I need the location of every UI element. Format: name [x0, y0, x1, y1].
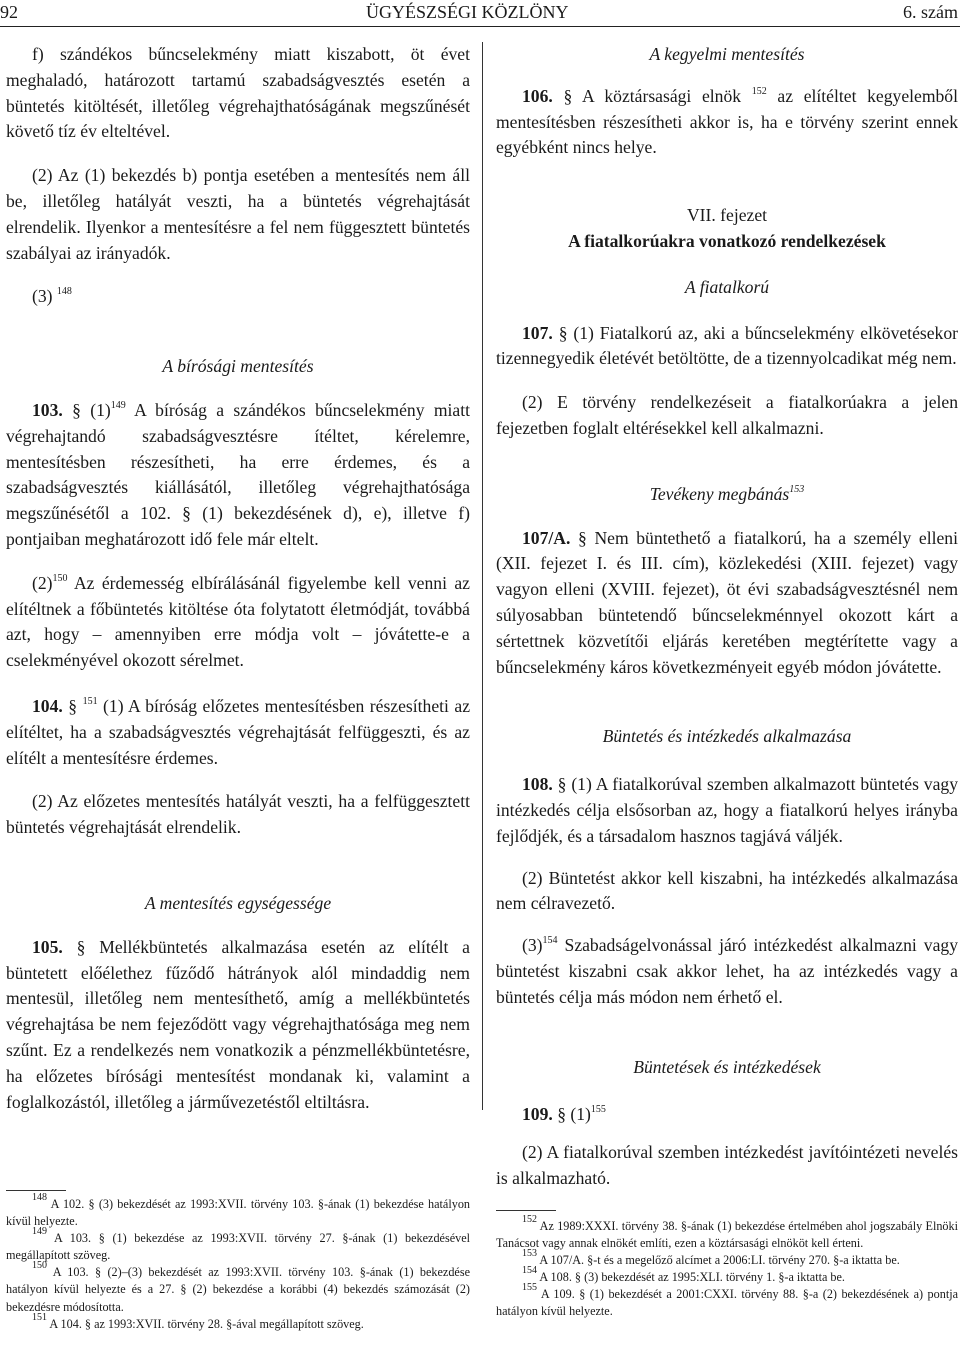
paragraph [6, 284, 470, 310]
footnote-text: A 104. § az 1993:XVII. törvény 28. §-ával megállapított szöveg. [49, 1316, 364, 1331]
footnote-ref: 152 [751, 85, 767, 97]
footnote [6, 1311, 470, 1333]
section-text: az elítéltet kegyelemből mentesítésben részesítheti akkor is, ha e törvény szerint ennek egyébként nincs helye. [496, 85, 958, 158]
section-109 [496, 1102, 958, 1128]
section-sign: § [72, 399, 81, 420]
footnote-number: 150 [32, 1260, 47, 1272]
footnote-text: A 103. § (1) bekezdése az 1993:XVII. törvény 27. §-ának (1) bekezdésével megállapított szöveg. [6, 1231, 470, 1263]
footnote-ref: 150 [52, 572, 68, 584]
running-header [0, 0, 960, 27]
footnote-number: 149 [32, 1226, 47, 1238]
section-sign: § [68, 695, 78, 716]
footnote-number: 154 [522, 1265, 537, 1277]
section-text: A bíróság a szándékos bűncselekmény miatt végrehajtandó szabadságvesztésre ítéltet, kérelemre, mentesítésben részesítheti, ha erre érdemes, és a szabadságvesztés kiállásától, illetőleg végrehajthatósága megszűnésétől a 102. § (1) bekezdésének d), e), illetve f) pontjaiban meghatározott idő fele már eltelt. [6, 399, 470, 549]
footnote-ref: 149 [110, 399, 126, 411]
footnote [496, 1248, 958, 1269]
footnote-rule [496, 1210, 556, 1211]
section-heading: Büntetés és intézkedés alkalmazása [602, 726, 852, 747]
column-divider [482, 42, 483, 1110]
paragraph-label: (1) [90, 399, 111, 420]
section-sign: § [557, 1104, 566, 1125]
section-sign: § [563, 85, 573, 106]
footnote-text: Az 1989:XXXI. törvény 38. §-ának (1) bekezdése értelmében ahol jogszabály Elnöki Tanácsot vagy annak elnökét említi, ezen a köztársasági elnököt kell érteni. [496, 1219, 959, 1251]
footnote-ref: 148 [56, 286, 72, 298]
section-heading: A mentesítés egységessége [144, 892, 332, 913]
section-sign: § [76, 936, 86, 957]
section-text: (1) A bíróság előzetes mentesítésben részesítheti az elítéltet, ha a szabadságvesztés végrehajtását felfüggeszti, és az elítélt a mentesítésre érdemes. [6, 695, 471, 768]
section-104 [6, 694, 470, 771]
section-105 [6, 935, 470, 1116]
footnote-rule [6, 1190, 66, 1191]
left-column [6, 42, 470, 1115]
section-number: 107/A. [522, 527, 571, 548]
section-text: Mellékbüntetés alkalmazása esetén az elítélt a büntetett előélethez fűződő hátrányok alól mindaddig nem mentesül, illetőleg nem mentesíthető, amíg a mellékbüntetés végrehajtása be nem fejeződött vagy végrehajthatósága meg nem szűnt. Ez a rendelkezés nem vonatkozik a pénzmellékbüntetésre, ha előzetes bírósági mentesítést mondanak ki, valamint a foglalkozástól, illetőleg a járművezetéstől eltiltásra. [6, 936, 470, 1112]
section-heading: A kegyelmi mentesítés [649, 44, 805, 64]
section-sign: § [578, 527, 587, 548]
paragraph: (2) A fiatalkorúval szemben intézkedést javítóintézeti nevelés is alkalmazható. [496, 1142, 958, 1188]
section-108-3 [496, 933, 958, 1010]
section-sign: § [558, 322, 568, 343]
right-column [496, 42, 958, 1192]
section-number: 107. [522, 322, 553, 343]
footnote-number: 155 [522, 1282, 537, 1294]
section-text: Nem büntethető a fiatalkorú, ha a személy elleni (XII. fejezet I. és III. cím), közlekedési (XIII. fejezet) vagy vagyon elleni (XVIII. fejezet), öt évi szabadságvesztésnél nem súlyosabban büntetendő bűncselekménnyel okozott kárt a sértettnek közvetítői eljárás keretében megtérítette vagy a bűncselekmény káros következményeit egyéb módon jóvátette. [496, 527, 958, 677]
footnote-text: A 109. § (1) bekezdését a 2001:CXXI. törvény 88. §-a (2) bekezdésének a) pontja hatályon kívül helyezte. [496, 1287, 959, 1319]
section-106 [496, 84, 958, 161]
section-heading [496, 482, 958, 508]
footnote-ref: 155 [590, 1104, 606, 1116]
section-heading: A fiatalkorú [684, 276, 770, 297]
section-text: Szabadságelvonással járó intézkedést alkalmazni vagy büntetést kiszabni csak akkor lehet, ha az intézkedés vagy a büntetés célja más módon nem érhető el. [496, 935, 958, 1007]
footnotes-left [6, 1192, 471, 1333]
section-number: 104. [32, 695, 63, 716]
footnote-ref: 154 [542, 935, 558, 947]
chapter-title: A fiatalkorúakra vonatkozó rendelkezések [568, 230, 886, 251]
paragraph-label: (2) [32, 572, 53, 593]
footnote [6, 1226, 470, 1264]
footnotes-right [496, 1214, 959, 1321]
footnote [6, 1192, 471, 1230]
section-heading: A bírósági mentesítés [162, 356, 314, 377]
footnote-number: 148 [32, 1192, 47, 1203]
footnote [6, 1260, 470, 1315]
section-number: 106. [522, 85, 553, 106]
chapter-number: VII. fejezet [686, 205, 768, 226]
footnote-text: A 103. § (2)–(3) bekezdését az 1993:XVII. törvény 103. §-ának (1) bekezdése hatályon kívül helyezte és a 27. § (2) bekezdése a korábbi (4) bekezdés számozását (2) bekezdésre módosította. [6, 1265, 470, 1314]
paragraph: (2) Az előzetes mentesítés hatályát veszti, ha a felfüggesztett büntetés végrehajtását elrendelik. [6, 791, 470, 838]
paragraph-label: (3) [522, 935, 543, 956]
paragraph: f) szándékos bűncselekmény miatt kiszabott, öt évet meghaladó, határozott tartamú szabadságvesztés esetén a büntetés kitöltését, illetőleg végrehajthatóságának megszűnését követő tíz év elteltével. [6, 44, 470, 142]
section-text: (1) A fiatalkorúval szemben alkalmazott büntetés vagy intézkedés célja elsősorban az, hogy a fiatalkorú helyes irányba fejlődjék, és a társadalom hasznos tagjává váljék. [496, 774, 958, 846]
page-number: 92 [0, 2, 18, 22]
footnote-number: 153 [522, 1248, 537, 1260]
section-number: 103. [32, 399, 63, 420]
section-heading: Büntetések és intézkedések [633, 1056, 821, 1077]
footnote-text: A 102. § (3) bekezdését az 1993:XVII. törvény 103. §-ának (1) bekezdése hatályon kívül helyezte. [6, 1197, 471, 1229]
footnote-number: 151 [32, 1311, 47, 1323]
section-number: 109. [522, 1104, 553, 1125]
paragraph: (2) Az (1) bekezdés b) pontja esetében a mentesítés nem áll be, illetőleg hatályát veszti, ha a büntetés végrehajtását elrendelik. Ilyenkor a mentesítésre a fel nem függesztett büntetés szabályai az irányadók. [6, 165, 470, 263]
footnote-text: A 107/A. §-t és a megelőző alcímet a 2006:LI. törvény 270. §-a iktatta be. [539, 1253, 900, 1268]
footnote-ref: 153 [789, 483, 805, 495]
paragraph-label: (1) [570, 1104, 591, 1125]
section-103-2 [6, 571, 470, 674]
journal-title: ÜGYÉSZSÉGI KÖZLÖNY [366, 2, 569, 22]
section-107 [496, 321, 958, 373]
footnote [496, 1265, 958, 1286]
paragraph-label: (3) [32, 286, 53, 307]
section-103 [6, 398, 470, 553]
footnote-number: 152 [522, 1214, 537, 1225]
section-number: 105. [32, 936, 63, 957]
paragraph: (2) Büntetést akkor kell kiszabni, ha intézkedés alkalmazása nem célravezető. [496, 867, 958, 914]
section-sign: § [557, 774, 567, 795]
section-text: Az érdemesség elbírálásánál figyelembe kell venni az elítéltnek a főbüntetés kitöltése óta folytatott életmódját, továbbá azt, hogy – amennyiben erre módja volt – jóvátette-e a cselekményével okozott sérelmet. [6, 572, 470, 671]
issue-number: 6. szám [903, 2, 958, 22]
footnote-ref: 151 [82, 695, 98, 707]
section-108 [496, 772, 958, 849]
section-number: 108. [522, 774, 553, 795]
section-text: (1) Fiatalkorú az, aki a bűncselekmény elkövetésekor tizennegyedik életévét betöltötte, de a tizennyolcadikat még nem. [496, 322, 958, 369]
footnote-text: A 108. § (3) bekezdését az 1995:XLI. törvény 1. §-a iktatta be. [539, 1270, 845, 1285]
heading-text: Tevékeny megbánás [649, 483, 790, 504]
section-text: A köztársasági elnök [581, 85, 742, 106]
paragraph: (2) E törvény rendelkezéseit a fiatalkorúakra a jelen fejezetben foglalt eltérésekkel kell alkalmazni. [496, 392, 958, 438]
section-107a [496, 526, 958, 681]
footnote [496, 1282, 959, 1320]
footnote [496, 1214, 959, 1252]
